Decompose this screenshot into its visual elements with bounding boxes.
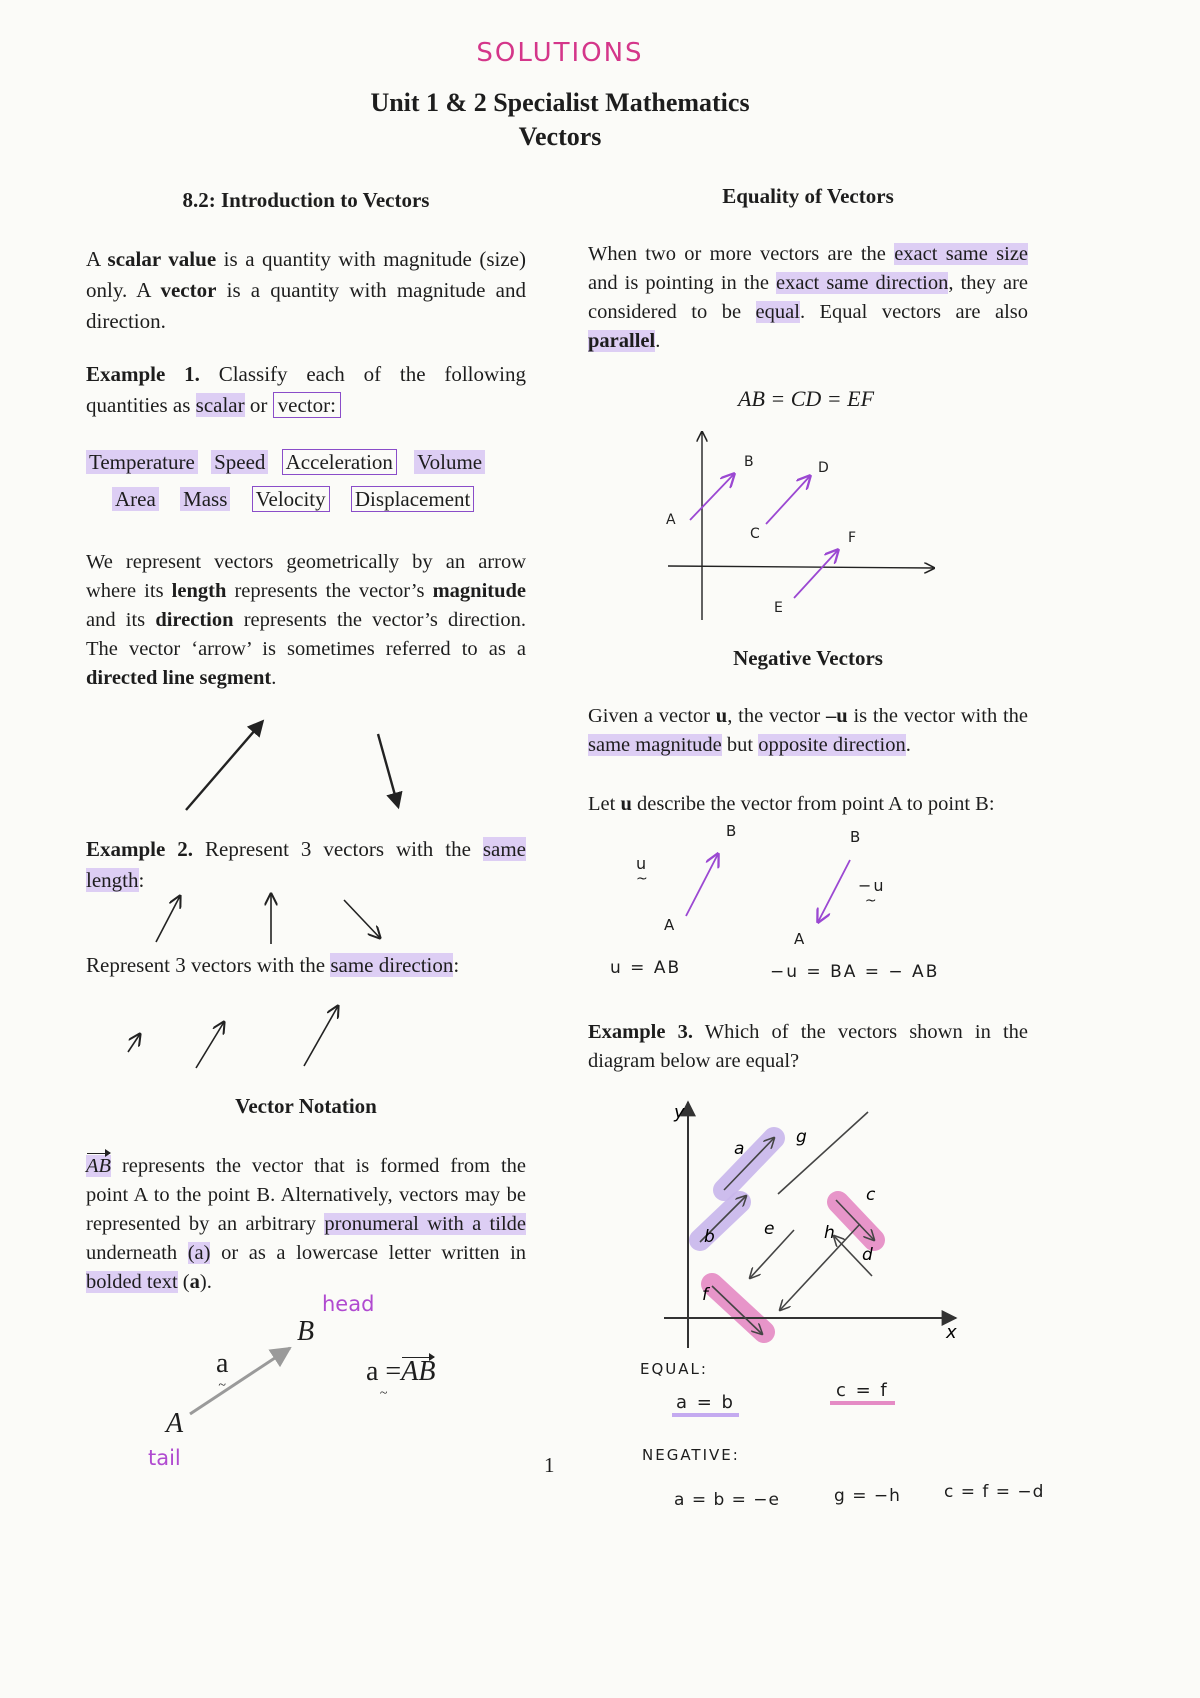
- svg-text:C: C: [750, 526, 760, 542]
- svg-text:y: y: [674, 1102, 685, 1123]
- svg-text:a: a: [734, 1139, 745, 1159]
- head-tail-diagram: [140, 1290, 520, 1480]
- negative-label: NEGATIVE:: [642, 1446, 740, 1464]
- point-b-label: B: [297, 1316, 315, 1347]
- quantity-displacement: Displacement: [351, 486, 474, 512]
- negative-eq-1: a = b = −e: [674, 1490, 781, 1510]
- quantity-mass: Mass: [180, 487, 230, 511]
- intro-paragraph: A scalar value is a quantity with magnitude (size) only. A vector is a quantity with magnitude and direction.: [86, 247, 526, 333]
- page-subtitle: Vectors: [518, 122, 602, 151]
- equality-paragraph: When two or more vectors are the exact same size and is pointing in the exact same direction, they are considered to be equal. Equal vectors are also parallel.: [588, 243, 1029, 352]
- same-length-arrows: [140, 888, 400, 948]
- equal-heading: EQUAL:: [640, 1360, 708, 1378]
- svg-text:E: E: [774, 600, 783, 616]
- vector-notation-heading: Vector Notation: [235, 1094, 377, 1118]
- svg-text:b: b: [704, 1227, 715, 1247]
- example-2-direction: Represent 3 vectors with the same direction:: [86, 953, 460, 977]
- page-number: 1: [544, 1453, 555, 1477]
- arrow-up-right: [186, 722, 262, 810]
- point-a-label: A: [166, 1408, 184, 1439]
- page-title: Unit 1 & 2 Specialist Mathematics: [370, 88, 750, 117]
- svg-text:A: A: [666, 512, 676, 528]
- vector-h: [780, 1224, 860, 1310]
- example-2: Example 2. Represent 3 vectors with the same length:: [86, 837, 527, 892]
- svg-text:x: x: [946, 1322, 957, 1343]
- negative-eq-3: c = f = −d: [944, 1482, 1045, 1502]
- vector-ab: AB: [86, 1152, 111, 1181]
- vector-box: vector:: [273, 392, 341, 418]
- equal-a-b: a = b: [672, 1392, 739, 1417]
- equality-heading: Equality of Vectors: [722, 184, 894, 208]
- tail-label: tail: [148, 1446, 181, 1470]
- neg-pt-a2: A: [794, 930, 807, 948]
- example-arrows: [170, 710, 430, 820]
- neg-pt-a1: A: [664, 916, 677, 934]
- vector-g: [778, 1112, 868, 1194]
- svg-text:f: f: [702, 1285, 708, 1305]
- svg-text:d: d: [862, 1245, 873, 1265]
- term-scalar-value: scalar value: [107, 247, 217, 271]
- eq-neg-u: −u = BA = − AB: [770, 962, 940, 982]
- svg-text:c: c: [866, 1185, 876, 1205]
- equality-formula: AB = CD = EF: [738, 386, 875, 411]
- negative-paragraph: Given a vector u, the vector –u is the vector with the same magnitude but opposite direction.: [588, 705, 1029, 756]
- example-3-diagram: [640, 1090, 980, 1350]
- svg-text:F: F: [848, 530, 857, 546]
- example-3: Example 3. Which of the vectors shown in the diagram below are equal?: [588, 1021, 1028, 1072]
- quantity-acceleration: Acceleration: [282, 449, 397, 475]
- same-direction-arrows: [120, 1000, 360, 1080]
- section-heading: 8.2: Introduction to Vectors: [182, 188, 430, 212]
- quantities-row-1: [86, 444, 536, 481]
- arrow-down: [378, 734, 398, 806]
- notation-paragraph: AB represents the vector that is formed from the point A to the point B. Alternatively, vectors may be represented by an arbitrary pronumeral with a tilde underneath (a) or as a lowercase letter written in bolded text (a).: [86, 1152, 526, 1297]
- equal-c-f: c = f: [830, 1380, 895, 1405]
- u-label: u ~: [636, 854, 648, 873]
- negative-heading: Negative Vectors: [733, 646, 883, 670]
- neg-pt-b2: B: [850, 828, 863, 846]
- quantities-row-2: [86, 481, 536, 518]
- vector-a-label: a ~: [216, 1348, 228, 1380]
- quantity-velocity: Velocity: [252, 486, 330, 512]
- solutions-stamp: SOLUTIONS: [476, 38, 644, 68]
- head-label: head: [322, 1292, 375, 1316]
- example-1: Example 1. Classify each of the following quantities as scalar or vector:: [86, 362, 527, 417]
- geometric-paragraph: We represent vectors geometrically by an arrow where its length represents the vector’s magnitude and its direction represents the vector’s direction. The vector ‘arrow’ is sometimes referred to as a directed line segment.: [86, 551, 526, 689]
- vector-a: [724, 1138, 774, 1190]
- svg-text:B: B: [744, 454, 754, 470]
- quantity-area: Area: [112, 487, 159, 511]
- equation-a-ab: a = ~AB: [366, 1356, 435, 1388]
- svg-text:D: D: [818, 460, 829, 476]
- scalar-highlight: scalar: [195, 393, 245, 417]
- let-u-line: Let u describe the vector from point A to point B:: [588, 793, 995, 815]
- negative-eq-2: g = −h: [834, 1486, 901, 1506]
- neg-u-label: −u ~: [858, 876, 886, 895]
- svg-text:h: h: [824, 1223, 835, 1243]
- neg-pt-b1: B: [726, 822, 739, 840]
- quantities-list: [86, 444, 536, 518]
- svg-text:e: e: [764, 1219, 775, 1239]
- term-vector: vector: [160, 278, 217, 302]
- quantity-temperature: Temperature: [86, 450, 198, 474]
- quantity-volume: Volume: [414, 450, 485, 474]
- eq-u-ab: u = AB: [610, 958, 682, 978]
- quantity-speed: Speed: [211, 450, 268, 474]
- equality-diagram: [650, 424, 950, 624]
- svg-text:g: g: [796, 1127, 807, 1147]
